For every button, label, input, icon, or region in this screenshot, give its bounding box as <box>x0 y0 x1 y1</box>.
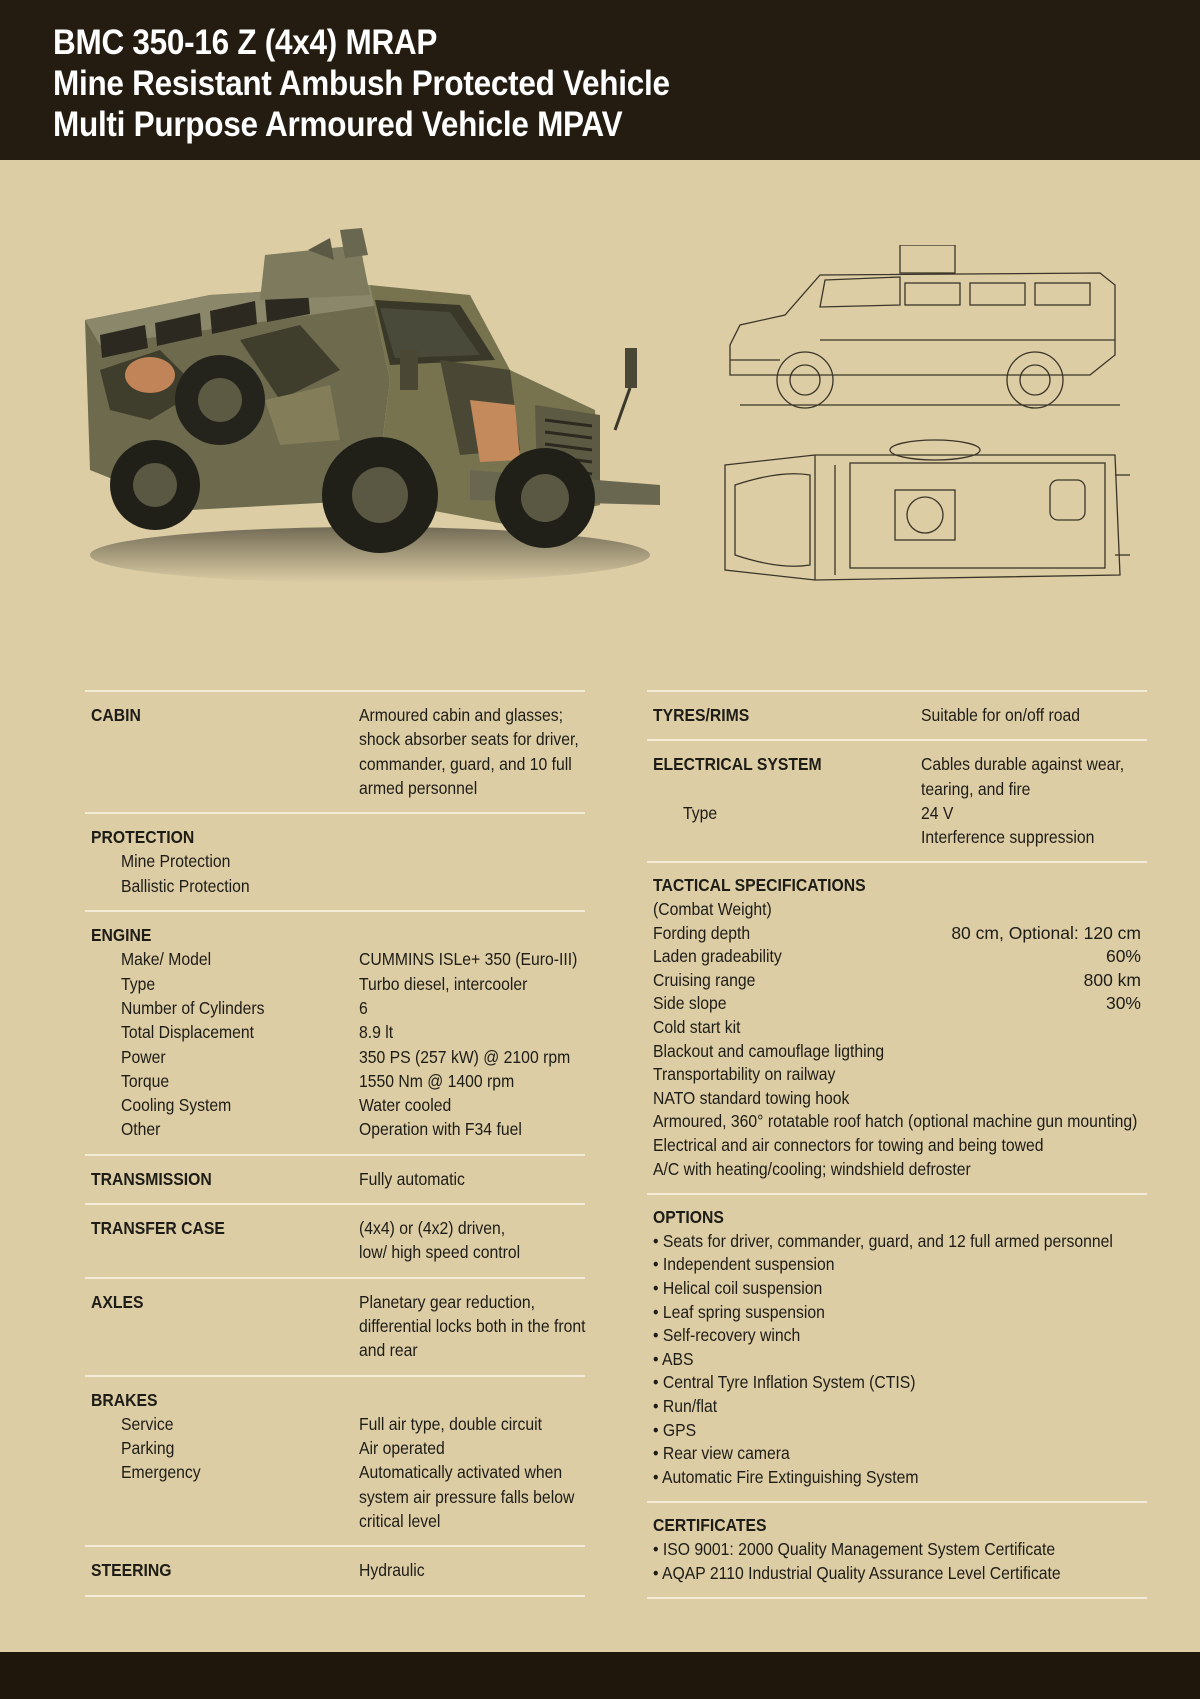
axles-value-line: and rear <box>359 1340 418 1361</box>
engine-row <box>91 947 579 971</box>
tactical-spec-value: 60% <box>1105 946 1141 967</box>
engine-row <box>91 1045 579 1069</box>
electrical-type-label: Type <box>683 802 718 823</box>
engine-label: ENGINE <box>91 925 152 946</box>
brakes-emergency-value-line: Automatically activated when <box>359 1462 563 1483</box>
option-item: • ABS <box>653 1348 694 1369</box>
top-view-drawing <box>725 440 1130 580</box>
engine-row-value: Turbo diesel, intercooler <box>359 973 528 994</box>
certificates-label: CERTIFICATES <box>653 1515 767 1536</box>
brakes-label: BRAKES <box>91 1389 158 1410</box>
engine-row-value: Water cooled <box>359 1095 452 1116</box>
engine-row <box>91 1093 579 1117</box>
certificate-item: • AQAP 2110 Industrial Quality Assurance Level Certificate <box>653 1562 1061 1583</box>
certificates-section <box>647 1501 1147 1599</box>
tactical-spec-value: 800 km <box>1083 969 1141 990</box>
brakes-emergency-value-line: critical level <box>359 1511 441 1532</box>
tactical-label: TACTICAL SPECIFICATIONS <box>653 875 866 896</box>
protection-item: Ballistic Protection <box>121 875 250 896</box>
engine-row-key: Number of Cylinders <box>121 997 265 1018</box>
engine-row-value: 350 PS (257 kW) @ 2100 rpm <box>359 1046 571 1067</box>
engine-row-key: Total Displacement <box>121 1022 255 1043</box>
engine-row-key: Make/ Model <box>121 949 212 970</box>
tactical-combat-weight: (Combat Weight) <box>653 899 772 920</box>
axles-value-line: Planetary gear reduction, <box>359 1291 535 1312</box>
tyres-label: TYRES/RIMS <box>653 705 750 725</box>
brakes-section <box>85 1375 585 1546</box>
tactical-item: NATO standard towing hook <box>653 1087 850 1108</box>
brakes-service-key: Service <box>121 1413 174 1434</box>
steering-label: STEERING <box>91 1560 172 1581</box>
tactical-spec-row <box>653 922 1141 946</box>
transfer-case-label: TRANSFER CASE <box>91 1218 225 1239</box>
protection-section <box>85 812 585 910</box>
tactical-spec-key: Cruising range <box>653 969 756 990</box>
vehicle-photo <box>40 200 680 620</box>
engine-row-value: Operation with F34 fuel <box>359 1119 522 1140</box>
engine-row-value: 6 <box>359 997 368 1018</box>
cabin-value-line: armed personnel <box>359 777 478 798</box>
cabin-value-line: Armoured cabin and glasses; <box>359 705 563 725</box>
cabin-value-line: commander, guard, and 10 full <box>359 753 572 774</box>
brakes-service-value: Full air type, double circuit <box>359 1413 542 1434</box>
transfer-case-value-line: (4x4) or (4x2) driven, <box>359 1218 506 1239</box>
tactical-item: Transportability on railway <box>653 1064 836 1085</box>
option-item: • Self-recovery winch <box>653 1325 801 1346</box>
vehicle-blueprint-drawings <box>720 245 1140 645</box>
option-item: • Leaf spring suspension <box>653 1301 825 1322</box>
tactical-item: A/C with heating/cooling; windshield defroster <box>653 1158 971 1179</box>
options-label: OPTIONS <box>653 1207 724 1228</box>
page-footer-bar <box>0 1652 1200 1699</box>
transmission-section <box>85 1154 585 1203</box>
tactical-spec-key: Laden gradeability <box>653 946 782 967</box>
engine-row <box>91 1020 579 1044</box>
engine-row-key: Torque <box>121 1070 170 1091</box>
engine-row-key: Type <box>121 973 156 994</box>
tactical-spec-key: Side slope <box>653 993 727 1014</box>
engine-row <box>91 1117 579 1141</box>
transmission-label: TRANSMISSION <box>91 1168 212 1189</box>
tyres-section <box>647 690 1147 739</box>
brakes-emergency-value-line: system air pressure falls below <box>359 1486 575 1507</box>
electrical-label: ELECTRICAL SYSTEM <box>653 754 822 775</box>
option-item: • Run/flat <box>653 1395 718 1416</box>
engine-row <box>91 1069 579 1093</box>
axles-label: AXLES <box>91 1291 144 1312</box>
engine-row-key: Cooling System <box>121 1095 232 1116</box>
electrical-value-line: Cables durable against wear, <box>921 754 1125 775</box>
engine-row <box>91 996 579 1020</box>
engine-row <box>91 972 579 996</box>
tactical-spec-row <box>653 945 1141 969</box>
tactical-item: Electrical and air connectors for towing and being towed <box>653 1135 1044 1156</box>
tactical-spec-row <box>653 992 1141 1016</box>
tactical-spec-value: 30% <box>1105 993 1141 1014</box>
tactical-spec-value: 80 cm, Optional: 120 cm <box>951 922 1141 943</box>
steering-value: Hydraulic <box>359 1560 425 1581</box>
option-item: • Central Tyre Inflation System (CTIS) <box>653 1372 916 1393</box>
brakes-parking-value: Air operated <box>359 1438 445 1459</box>
engine-row-key: Other <box>121 1119 161 1140</box>
tactical-item: Armoured, 360° rotatable roof hatch (optional machine gun mounting) <box>653 1111 1138 1132</box>
tactical-item: Cold start kit <box>653 1017 741 1038</box>
tactical-spec-row <box>653 969 1141 993</box>
engine-row-key: Power <box>121 1046 166 1067</box>
option-item: • GPS <box>653 1419 697 1440</box>
engine-section <box>85 910 585 1154</box>
protection-item: Mine Protection <box>121 851 231 872</box>
brakes-emergency-key: Emergency <box>121 1462 201 1483</box>
transfer-case-value-line: low/ high speed control <box>359 1242 521 1263</box>
cabin-label: CABIN <box>91 705 141 725</box>
electrical-section <box>647 739 1147 861</box>
electrical-extra: Interference suppression <box>921 827 1095 848</box>
tyres-value: Suitable for on/off road <box>921 705 1081 725</box>
option-item: • Seats for driver, commander, guard, and 12 full armed personnel <box>653 1230 1113 1251</box>
axles-section <box>85 1277 585 1375</box>
engine-row-value: 1550 Nm @ 1400 rpm <box>359 1070 515 1091</box>
tactical-item: Blackout and camouflage ligthing <box>653 1040 885 1061</box>
tactical-section <box>647 861 1147 1193</box>
cabin-section <box>85 690 585 812</box>
side-view-drawing <box>730 245 1120 408</box>
axles-value-line: differential locks both in the front <box>359 1315 586 1336</box>
transmission-value: Fully automatic <box>359 1168 465 1189</box>
certificate-item: • ISO 9001: 2000 Quality Management System Certificate <box>653 1538 1056 1559</box>
page-header <box>0 0 1200 160</box>
right-spec-column <box>647 690 1147 1599</box>
title-line-1: BMC 350-16 Z (4x4) MRAP <box>53 23 438 62</box>
title-line-2: Mine Resistant Ambush Protected Vehicle <box>53 64 670 103</box>
steering-section <box>85 1545 585 1596</box>
title-line-3: Multi Purpose Armoured Vehicle MPAV <box>53 105 623 144</box>
option-item: • Rear view camera <box>653 1443 790 1464</box>
engine-row-value: CUMMINS ISLe+ 350 (Euro-III) <box>359 949 578 970</box>
option-item: • Automatic Fire Extinguishing System <box>653 1466 919 1487</box>
options-section <box>647 1193 1147 1501</box>
protection-label: PROTECTION <box>91 827 195 848</box>
electrical-type-value: 24 V <box>921 802 954 823</box>
brakes-parking-key: Parking <box>121 1438 175 1459</box>
option-item: • Independent suspension <box>653 1254 835 1275</box>
tactical-spec-key: Fording depth <box>653 922 751 943</box>
left-spec-column <box>85 690 585 1597</box>
option-item: • Helical coil suspension <box>653 1277 823 1298</box>
engine-row-value: 8.9 lt <box>359 1022 394 1043</box>
electrical-value-line: tearing, and fire <box>921 778 1031 799</box>
transfer-case-section <box>85 1203 585 1277</box>
cabin-value-line: shock absorber seats for driver, <box>359 729 579 750</box>
